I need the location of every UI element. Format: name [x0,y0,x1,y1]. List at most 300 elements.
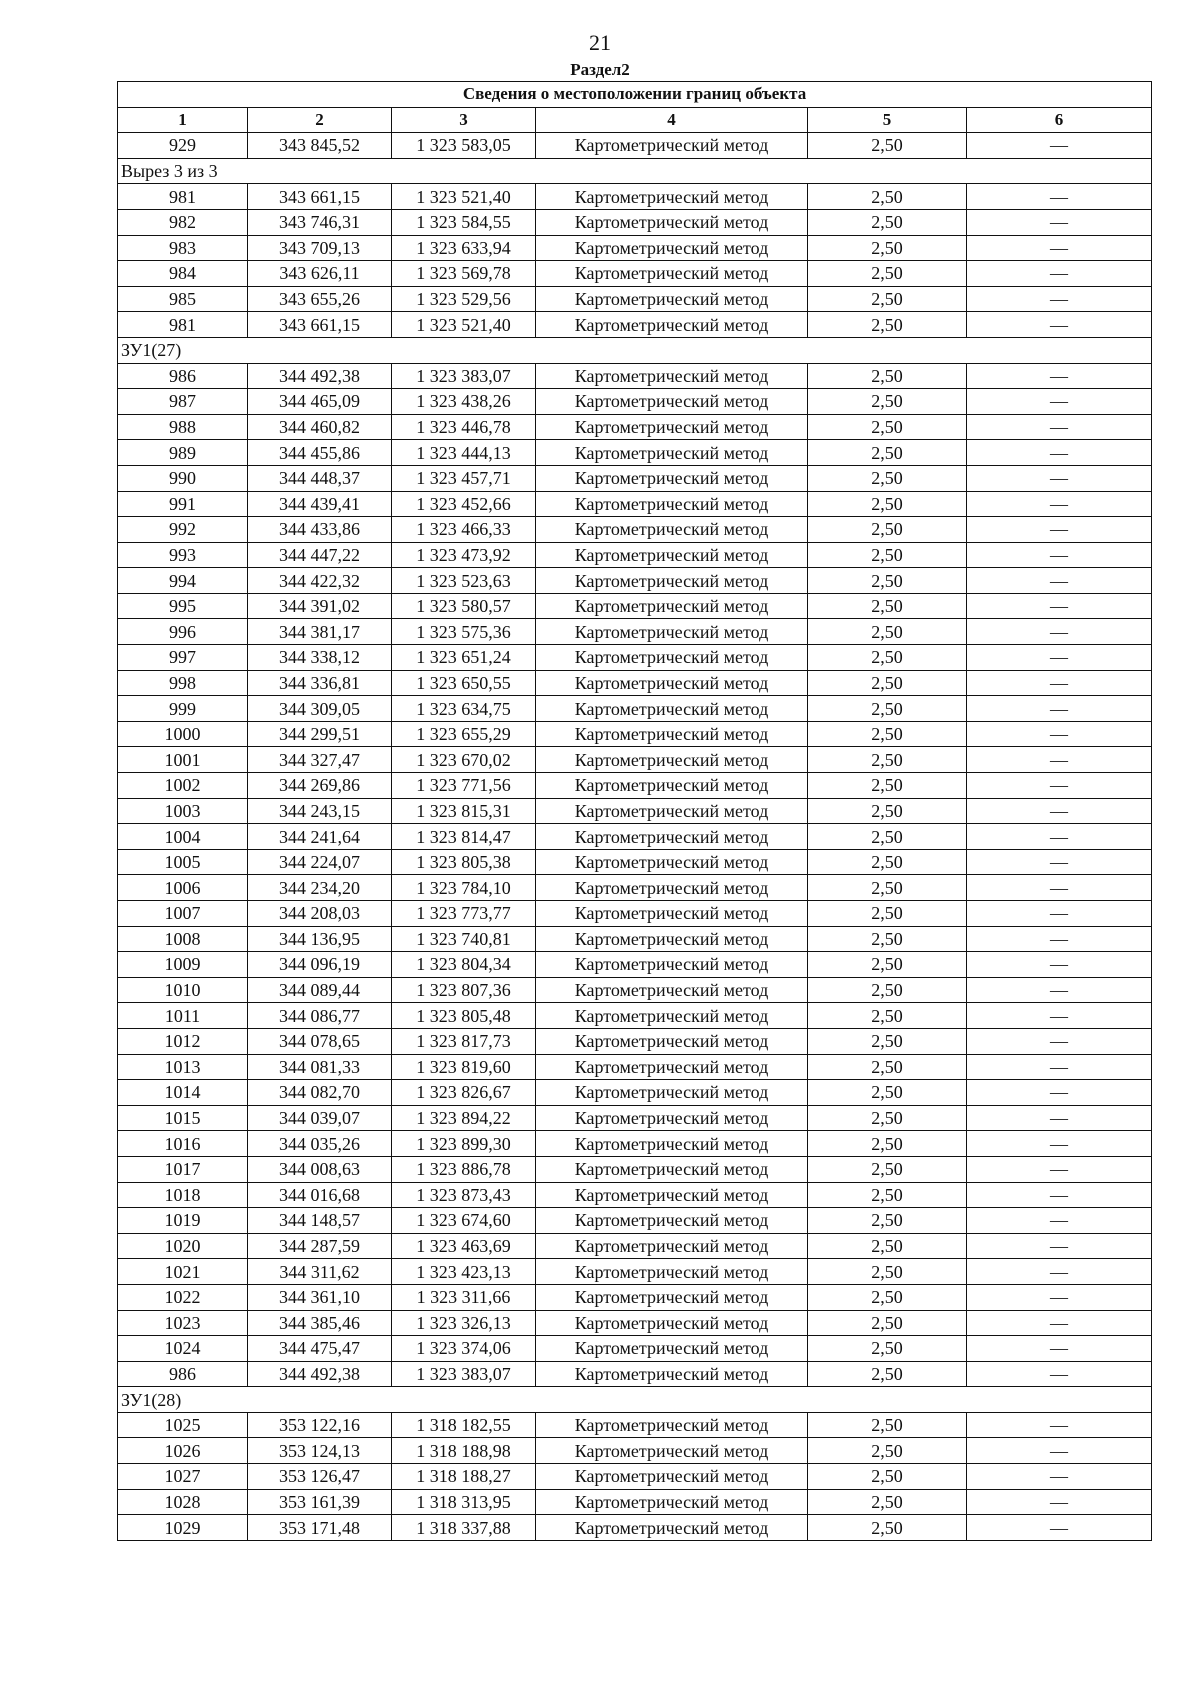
y-coordinate-cell: 1 323 311,66 [392,1284,536,1310]
method-cell: Картометрический метод [536,465,808,491]
x-coordinate-cell: 344 078,65 [248,1028,392,1054]
accuracy-cell: 2,50 [808,1412,967,1438]
accuracy-cell: 2,50 [808,568,967,594]
accuracy-cell: 2,50 [808,773,967,799]
description-cell: — [967,209,1152,235]
x-coordinate-cell: 344 338,12 [248,645,392,671]
point-number-cell: 1008 [118,926,248,952]
point-number-cell: 996 [118,619,248,645]
table-caption: Сведения о местоположении границ объекта [118,82,1152,108]
table-row [118,465,1152,491]
table-row [118,901,1152,927]
method-cell: Картометрический метод [536,312,808,338]
accuracy-cell: 2,50 [808,1259,967,1285]
x-coordinate-cell: 353 124,13 [248,1438,392,1464]
description-cell: — [967,1412,1152,1438]
y-coordinate-cell: 1 323 473,92 [392,542,536,568]
y-coordinate-cell: 1 323 740,81 [392,926,536,952]
accuracy-cell: 2,50 [808,1233,967,1259]
method-cell: Картометрический метод [536,542,808,568]
accuracy-cell: 2,50 [808,517,967,543]
accuracy-cell: 2,50 [808,1156,967,1182]
x-coordinate-cell: 344 208,03 [248,901,392,927]
point-number-cell: 1025 [118,1412,248,1438]
table-row [118,619,1152,645]
point-number-cell: 1004 [118,824,248,850]
y-coordinate-cell: 1 323 583,05 [392,133,536,159]
group-row [118,337,1152,363]
method-cell: Картометрический метод [536,1182,808,1208]
accuracy-cell: 2,50 [808,1438,967,1464]
column-header: 2 [248,107,392,133]
group-row [118,158,1152,184]
description-cell: — [967,1310,1152,1336]
accuracy-cell: 2,50 [808,286,967,312]
point-number-cell: 989 [118,440,248,466]
point-number-cell: 1014 [118,1080,248,1106]
accuracy-cell: 2,50 [808,849,967,875]
point-number-cell: 1011 [118,1003,248,1029]
table-row [118,875,1152,901]
y-coordinate-cell: 1 323 634,75 [392,696,536,722]
point-number-cell: 1020 [118,1233,248,1259]
table-row [118,926,1152,952]
accuracy-cell: 2,50 [808,593,967,619]
table-row [118,414,1152,440]
point-number-cell: 1009 [118,952,248,978]
x-coordinate-cell: 344 336,81 [248,670,392,696]
table-row [118,209,1152,235]
method-cell: Картометрический метод [536,798,808,824]
method-cell: Картометрический метод [536,1464,808,1490]
method-cell: Картометрический метод [536,1515,808,1541]
table-row [118,184,1152,210]
table-row [118,798,1152,824]
description-cell: — [967,1361,1152,1387]
table-row [118,1438,1152,1464]
accuracy-cell: 2,50 [808,1361,967,1387]
description-cell: — [967,1080,1152,1106]
method-cell: Картометрический метод [536,1233,808,1259]
description-cell: — [967,363,1152,389]
y-coordinate-cell: 1 323 651,24 [392,645,536,671]
method-cell: Картометрический метод [536,1336,808,1362]
x-coordinate-cell: 344 311,62 [248,1259,392,1285]
accuracy-cell: 2,50 [808,389,967,415]
table-row [118,645,1152,671]
x-coordinate-cell: 344 136,95 [248,926,392,952]
point-number-cell: 1012 [118,1028,248,1054]
column-header: 1 [118,107,248,133]
y-coordinate-cell: 1 323 670,02 [392,747,536,773]
y-coordinate-cell: 1 318 188,98 [392,1438,536,1464]
y-coordinate-cell: 1 323 633,94 [392,235,536,261]
point-number-cell: 1029 [118,1515,248,1541]
point-number-cell: 1016 [118,1131,248,1157]
table-row [118,824,1152,850]
accuracy-cell: 2,50 [808,1105,967,1131]
table-row [118,133,1152,159]
point-number-cell: 987 [118,389,248,415]
method-cell: Картометрический метод [536,1003,808,1029]
description-cell: — [967,491,1152,517]
x-coordinate-cell: 353 126,47 [248,1464,392,1490]
x-coordinate-cell: 344 089,44 [248,977,392,1003]
description-cell: — [967,1489,1152,1515]
method-cell: Картометрический метод [536,619,808,645]
table-row [118,977,1152,1003]
method-cell: Картометрический метод [536,389,808,415]
x-coordinate-cell: 344 433,86 [248,517,392,543]
description-cell: — [967,1156,1152,1182]
x-coordinate-cell: 344 096,19 [248,952,392,978]
accuracy-cell: 2,50 [808,875,967,901]
method-cell: Картометрический метод [536,645,808,671]
accuracy-cell: 2,50 [808,312,967,338]
point-number-cell: 1017 [118,1156,248,1182]
table-caption-row [118,82,1152,108]
point-number-cell: 986 [118,363,248,389]
accuracy-cell: 2,50 [808,209,967,235]
point-number-cell: 1028 [118,1489,248,1515]
x-coordinate-cell: 343 655,26 [248,286,392,312]
description-cell: — [967,1054,1152,1080]
method-cell: Картометрический метод [536,1361,808,1387]
y-coordinate-cell: 1 323 523,63 [392,568,536,594]
accuracy-cell: 2,50 [808,1028,967,1054]
y-coordinate-cell: 1 323 521,40 [392,312,536,338]
y-coordinate-cell: 1 323 826,67 [392,1080,536,1106]
x-coordinate-cell: 343 661,15 [248,312,392,338]
table-row [118,1515,1152,1541]
point-number-cell: 1005 [118,849,248,875]
point-number-cell: 1023 [118,1310,248,1336]
method-cell: Картометрический метод [536,235,808,261]
method-cell: Картометрический метод [536,849,808,875]
table-row [118,773,1152,799]
table-row [118,312,1152,338]
table-row [118,696,1152,722]
accuracy-cell: 2,50 [808,1515,967,1541]
method-cell: Картометрический метод [536,901,808,927]
y-coordinate-cell: 1 323 584,55 [392,209,536,235]
table-row [118,440,1152,466]
point-number-cell: 929 [118,133,248,159]
x-coordinate-cell: 344 460,82 [248,414,392,440]
y-coordinate-cell: 1 323 575,36 [392,619,536,645]
point-number-cell: 998 [118,670,248,696]
description-cell: — [967,849,1152,875]
x-coordinate-cell: 344 082,70 [248,1080,392,1106]
table-row [118,747,1152,773]
y-coordinate-cell: 1 323 805,48 [392,1003,536,1029]
table-row [118,952,1152,978]
point-number-cell: 1007 [118,901,248,927]
point-number-cell: 990 [118,465,248,491]
x-coordinate-cell: 344 299,51 [248,721,392,747]
method-cell: Картометрический метод [536,1438,808,1464]
accuracy-cell: 2,50 [808,747,967,773]
column-header: 4 [536,107,808,133]
accuracy-cell: 2,50 [808,184,967,210]
point-number-cell: 985 [118,286,248,312]
description-cell: — [967,517,1152,543]
description-cell: — [967,286,1152,312]
y-coordinate-cell: 1 323 814,47 [392,824,536,850]
method-cell: Картометрический метод [536,184,808,210]
group-row [118,1387,1152,1413]
method-cell: Картометрический метод [536,1259,808,1285]
x-coordinate-cell: 343 661,15 [248,184,392,210]
x-coordinate-cell: 344 492,38 [248,363,392,389]
table-row [118,517,1152,543]
section-title: Раздел2 [570,60,630,79]
point-number-cell: 994 [118,568,248,594]
column-number-row [118,107,1152,133]
point-number-cell: 995 [118,593,248,619]
method-cell: Картометрический метод [536,133,808,159]
y-coordinate-cell: 1 323 580,57 [392,593,536,619]
x-coordinate-cell: 344 008,63 [248,1156,392,1182]
column-header: 3 [392,107,536,133]
description-cell: — [967,824,1152,850]
method-cell: Картометрический метод [536,773,808,799]
point-number-cell: 983 [118,235,248,261]
table-row [118,1003,1152,1029]
description-cell: — [967,901,1152,927]
point-number-cell: 981 [118,184,248,210]
accuracy-cell: 2,50 [808,465,967,491]
x-coordinate-cell: 344 309,05 [248,696,392,722]
point-number-cell: 1013 [118,1054,248,1080]
point-number-cell: 984 [118,261,248,287]
table-row [118,1284,1152,1310]
accuracy-cell: 2,50 [808,542,967,568]
point-number-cell: 991 [118,491,248,517]
table-row [118,849,1152,875]
description-cell: — [967,1259,1152,1285]
accuracy-cell: 2,50 [808,1489,967,1515]
point-number-cell: 1002 [118,773,248,799]
y-coordinate-cell: 1 323 655,29 [392,721,536,747]
x-coordinate-cell: 344 448,37 [248,465,392,491]
description-cell: — [967,593,1152,619]
table-row [118,1310,1152,1336]
x-coordinate-cell: 344 381,17 [248,619,392,645]
method-cell: Картометрический метод [536,1284,808,1310]
x-coordinate-cell: 344 287,59 [248,1233,392,1259]
y-coordinate-cell: 1 323 383,07 [392,1361,536,1387]
accuracy-cell: 2,50 [808,1054,967,1080]
accuracy-cell: 2,50 [808,1284,967,1310]
description-cell: — [967,645,1152,671]
description-cell: — [967,1284,1152,1310]
table-row [118,389,1152,415]
x-coordinate-cell: 344 016,68 [248,1182,392,1208]
x-coordinate-cell: 343 845,52 [248,133,392,159]
y-coordinate-cell: 1 323 674,60 [392,1208,536,1234]
description-cell: — [967,542,1152,568]
x-coordinate-cell: 344 492,38 [248,1361,392,1387]
x-coordinate-cell: 344 361,10 [248,1284,392,1310]
accuracy-cell: 2,50 [808,696,967,722]
method-cell: Картометрический метод [536,1105,808,1131]
method-cell: Картометрический метод [536,1412,808,1438]
y-coordinate-cell: 1 323 457,71 [392,465,536,491]
y-coordinate-cell: 1 323 886,78 [392,1156,536,1182]
x-coordinate-cell: 344 391,02 [248,593,392,619]
x-coordinate-cell: 344 035,26 [248,1131,392,1157]
accuracy-cell: 2,50 [808,1208,967,1234]
description-cell: — [967,1182,1152,1208]
point-number-cell: 1027 [118,1464,248,1490]
description-cell: — [967,875,1152,901]
x-coordinate-cell: 344 447,22 [248,542,392,568]
x-coordinate-cell: 344 269,86 [248,773,392,799]
point-number-cell: 1001 [118,747,248,773]
description-cell: — [967,619,1152,645]
description-cell: — [967,670,1152,696]
x-coordinate-cell: 344 327,47 [248,747,392,773]
point-number-cell: 997 [118,645,248,671]
y-coordinate-cell: 1 323 463,69 [392,1233,536,1259]
group-label: ЗУ1(27) [118,337,1152,363]
point-number-cell: 981 [118,312,248,338]
point-number-cell: 993 [118,542,248,568]
point-number-cell: 1024 [118,1336,248,1362]
description-cell: — [967,773,1152,799]
method-cell: Картометрический метод [536,209,808,235]
accuracy-cell: 2,50 [808,798,967,824]
group-label: Вырез 3 из 3 [118,158,1152,184]
table-row [118,593,1152,619]
x-coordinate-cell: 344 081,33 [248,1054,392,1080]
table-row [118,286,1152,312]
description-cell: — [967,798,1152,824]
point-number-cell: 988 [118,414,248,440]
y-coordinate-cell: 1 323 446,78 [392,414,536,440]
description-cell: — [967,312,1152,338]
y-coordinate-cell: 1 323 873,43 [392,1182,536,1208]
table-row [118,261,1152,287]
y-coordinate-cell: 1 323 773,77 [392,901,536,927]
x-coordinate-cell: 343 626,11 [248,261,392,287]
x-coordinate-cell: 344 148,57 [248,1208,392,1234]
accuracy-cell: 2,50 [808,619,967,645]
point-number-cell: 1003 [118,798,248,824]
accuracy-cell: 2,50 [808,926,967,952]
description-cell: — [967,977,1152,1003]
accuracy-cell: 2,50 [808,1182,967,1208]
description-cell: — [967,568,1152,594]
point-number-cell: 1026 [118,1438,248,1464]
x-coordinate-cell: 344 422,32 [248,568,392,594]
description-cell: — [967,1233,1152,1259]
table-row [118,670,1152,696]
point-number-cell: 1019 [118,1208,248,1234]
method-cell: Картометрический метод [536,1156,808,1182]
accuracy-cell: 2,50 [808,645,967,671]
point-number-cell: 982 [118,209,248,235]
y-coordinate-cell: 1 323 521,40 [392,184,536,210]
y-coordinate-cell: 1 323 529,56 [392,286,536,312]
table-row [118,1233,1152,1259]
x-coordinate-cell: 344 224,07 [248,849,392,875]
x-coordinate-cell: 344 439,41 [248,491,392,517]
accuracy-cell: 2,50 [808,440,967,466]
y-coordinate-cell: 1 323 807,36 [392,977,536,1003]
y-coordinate-cell: 1 323 326,13 [392,1310,536,1336]
method-cell: Картометрический метод [536,1131,808,1157]
table-row [118,363,1152,389]
accuracy-cell: 2,50 [808,1080,967,1106]
y-coordinate-cell: 1 318 313,95 [392,1489,536,1515]
y-coordinate-cell: 1 323 466,33 [392,517,536,543]
accuracy-cell: 2,50 [808,901,967,927]
x-coordinate-cell: 343 709,13 [248,235,392,261]
method-cell: Картометрический метод [536,952,808,978]
table-body [118,133,1152,1541]
table-row [118,235,1152,261]
table-row [118,1105,1152,1131]
accuracy-cell: 2,50 [808,670,967,696]
point-number-cell: 1018 [118,1182,248,1208]
description-cell: — [967,261,1152,287]
description-cell: — [967,1336,1152,1362]
y-coordinate-cell: 1 323 804,34 [392,952,536,978]
method-cell: Картометрический метод [536,1028,808,1054]
description-cell: — [967,1208,1152,1234]
accuracy-cell: 2,50 [808,491,967,517]
method-cell: Картометрический метод [536,875,808,901]
x-coordinate-cell: 344 243,15 [248,798,392,824]
accuracy-cell: 2,50 [808,952,967,978]
y-coordinate-cell: 1 323 444,13 [392,440,536,466]
column-header: 6 [967,107,1152,133]
y-coordinate-cell: 1 323 438,26 [392,389,536,415]
method-cell: Картометрический метод [536,747,808,773]
description-cell: — [967,440,1152,466]
x-coordinate-cell: 344 039,07 [248,1105,392,1131]
description-cell: — [967,1438,1152,1464]
method-cell: Картометрический метод [536,670,808,696]
method-cell: Картометрический метод [536,721,808,747]
x-coordinate-cell: 344 086,77 [248,1003,392,1029]
accuracy-cell: 2,50 [808,1336,967,1362]
table-row [118,1156,1152,1182]
method-cell: Картометрический метод [536,491,808,517]
table-row [118,1361,1152,1387]
description-cell: — [967,721,1152,747]
method-cell: Картометрический метод [536,1489,808,1515]
description-cell: — [967,414,1152,440]
table-row [118,568,1152,594]
method-cell: Картометрический метод [536,286,808,312]
x-coordinate-cell: 344 465,09 [248,389,392,415]
accuracy-cell: 2,50 [808,414,967,440]
table-row [118,1131,1152,1157]
column-header: 5 [808,107,967,133]
description-cell: — [967,926,1152,952]
table-row [118,1259,1152,1285]
point-number-cell: 992 [118,517,248,543]
table-row [118,1464,1152,1490]
accuracy-cell: 2,50 [808,824,967,850]
x-coordinate-cell: 344 455,86 [248,440,392,466]
method-cell: Картометрический метод [536,517,808,543]
accuracy-cell: 2,50 [808,235,967,261]
method-cell: Картометрический метод [536,261,808,287]
